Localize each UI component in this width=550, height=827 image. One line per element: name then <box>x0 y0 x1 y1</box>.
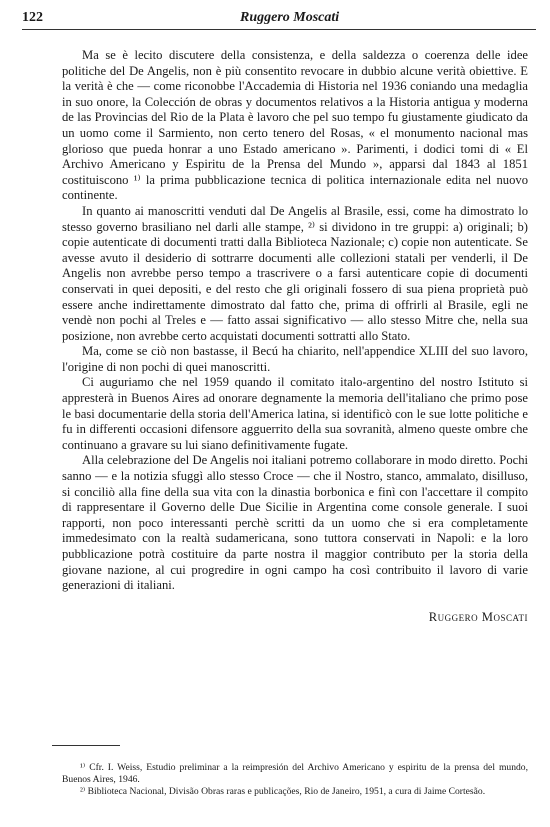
page-number: 122 <box>22 10 43 25</box>
paragraph: Alla celebrazione del De Angelis noi italiani potremo collaborare in modo diretto. Pochi sanno — e la notizia sfuggì allo stesso Croce — che il Nostro, stanco, ammalato, disilluso, si conciliò alla fine della sua vita con la dinastia borbonica e finì con l'accettare il compito di rappresentare il Governo delle Due Sicilie in Argentina come console generale. I suoi rapporti, non poco interessanti perchè scritti da un uomo che si era completamente immedesimato con la realtà sudamericana, sono tuttora conservati in Napoli: e la loro pubblicazione potrà costituire da parte nostra il maggior contributo per la storia della giovane nazione, al cui progredire in ogni campo ha così contribuito il lavoro di varie generazioni di italiani. <box>62 453 528 593</box>
author-signature: Ruggero Moscati <box>428 609 528 624</box>
footnote: ²⁾ Biblioteca Nacional, Divisão Obras raras e publicações, Rio de Janeiro, 1951, a cura di Jaime Cortesão. <box>80 786 486 798</box>
paragraph: Ma se è lecito discutere della consistenza, e della saldezza o coerenza delle idee politiche del De Angelis, non è più consentito revocare in dubbio alcune verità obiettive. E la verità è che — come riconobbe l'Accademia di Historia nel 1936 coniando una medaglia in suo onore, la Colección de obras y documentos relativos a la Historia antigua y moderna de las Provincias del Rio de la Plata è lavoro che pel suo tempo fu giustamente giudicato da un uomo come il Sarmiento, non certo tenero del Rosas, « el monumento nacional mas glorioso que pueda honrar a uno Estado americano ». Parimenti, i dodici tomi di « El Archivo Americano y Espiritu de la Prensa del Mundo », apparsi dal 1843 al 1851 costituiscono ¹⁾ la prima pubblicazione tecnica di politica internazionale edita nel nuovo continente. <box>62 48 528 203</box>
footnote: ¹⁾ Cfr. I. Weiss, Estudio preliminar a la reimpresión del Archivo Americano y espiritu de la prensa del mundo, Buenos Aires, 1946. <box>62 762 528 786</box>
page-header <box>22 10 536 30</box>
paragraph: In quanto ai manoscritti venduti dal De Angelis al Brasile, essi, come ha dimostrato lo stesso governo brasiliano nel darli alle stampe, ²⁾ si dividono in tre gruppi: a) originali; b) copie autenticate di documenti tratti dalla Biblioteca Nazionale; c) copie non autenticate. Se avesse avuto il desiderio di sottrarre documenti alle collezioni statali per venderli, il De Angelis non avrebbe perso tempo a trascrivere o a farsi autenticare copie di documenti conservati in quei depositi, e del resto che gli originali fossero di sua piena proprietà può essere anche indirettamente dimostrato dal fatto che, prima di offrirli al Brasile, egli ne vendè non pochi al Treles e — fatto assai significativo — allo stesso Mitre che, nella sua posizione, non avrebbe certo acquistati documenti sottratti allo Stato. <box>62 203 528 343</box>
body-text <box>62 48 528 625</box>
footnotes <box>62 762 528 799</box>
paragraph: Ma, come se ciò non bastasse, il Becú ha chiarito, nell'appendice XLIII del suo lavoro, l'origine di non pochi di quei manoscritti. <box>62 344 528 374</box>
footnote-rule <box>52 745 120 746</box>
header-rule <box>22 29 536 30</box>
paragraph: Ci auguriamo che nel 1959 quando il comitato italo-argentino del nostro Istituto si appresterà in Buenos Aires ad onorare degnamente la memoria dell'italiano che primo pose le basi documentarie della storia dell'America latina, si identificò con le sue lotte politiche e fu in differenti occasioni difensore agguerrito della sua sovranità, almeno queste ombre che continuano a gravare su lui siano definitivamente fugate. <box>62 375 528 452</box>
running-head: Ruggero Moscati <box>240 10 340 25</box>
